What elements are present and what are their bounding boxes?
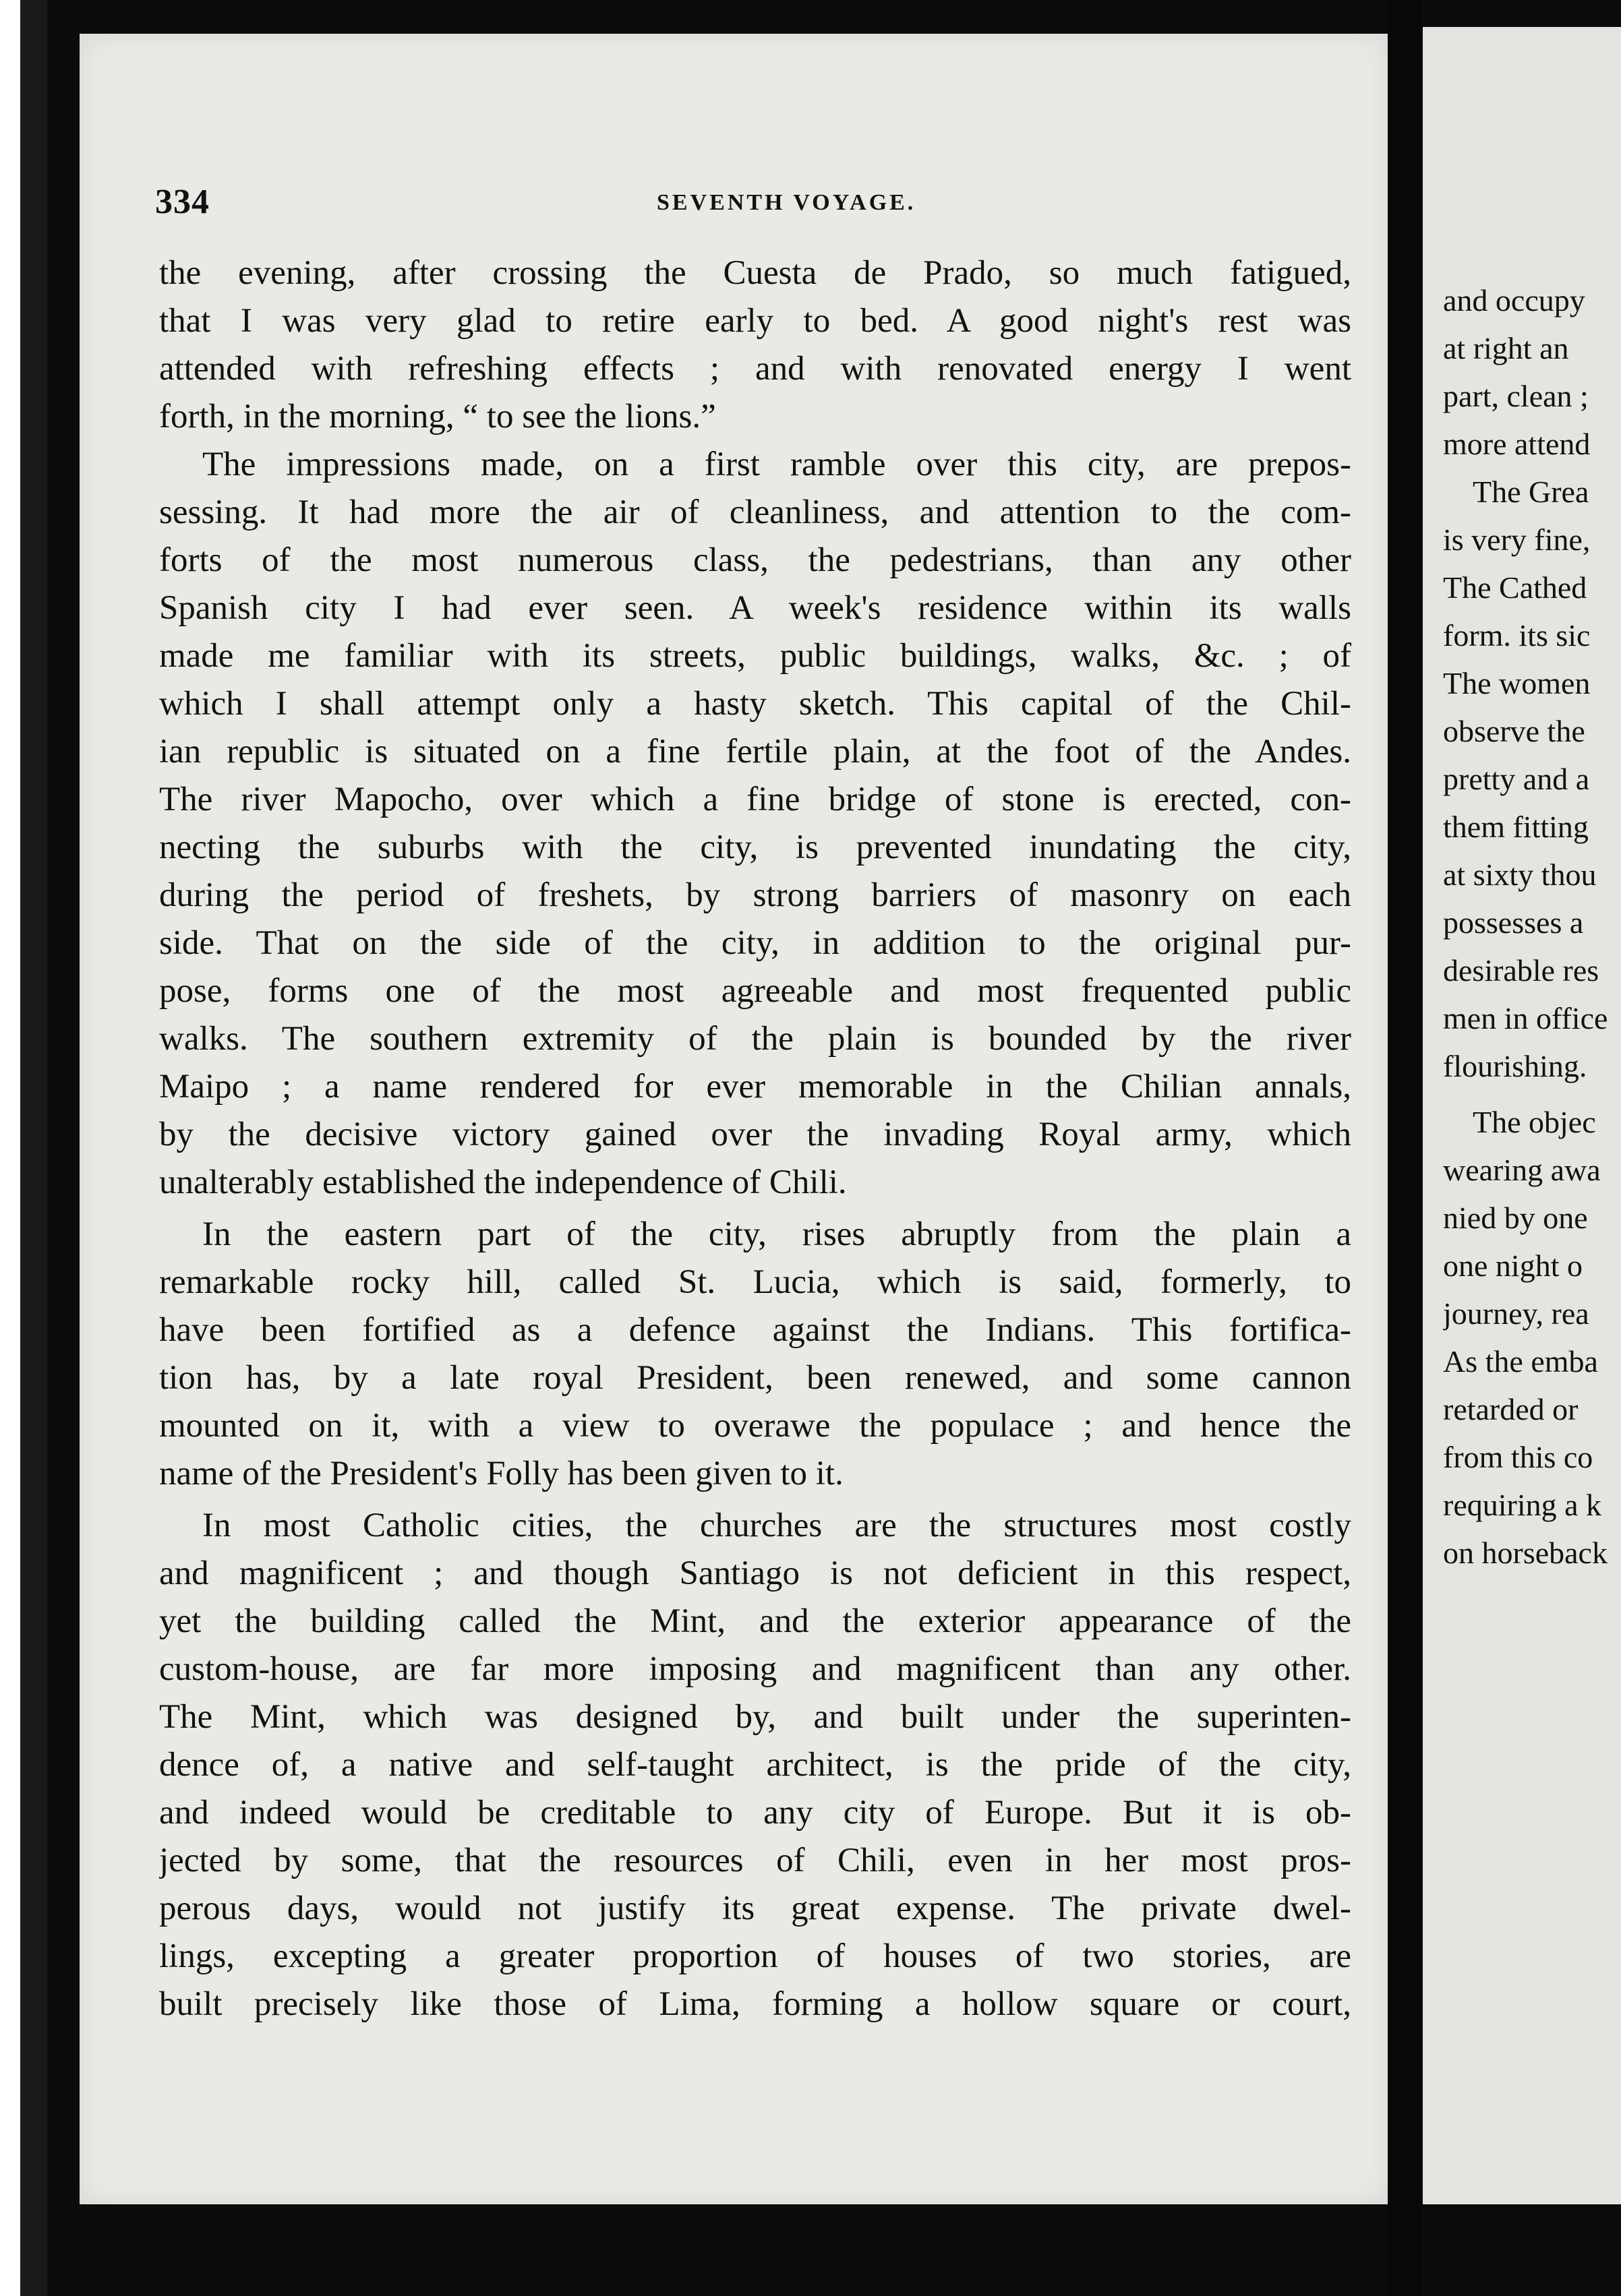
text-line: pose, forms one of the most agreeable and most frequented public [159, 972, 1351, 1010]
facing-text-line: one night o [1443, 1248, 1583, 1283]
text-line: have been fortified as a defence against the Indians. This fortifica- [159, 1311, 1351, 1349]
facing-text-line: flourishing. [1443, 1049, 1587, 1083]
text-line: mounted on it, with a view to overawe the populace ; and hence the [159, 1407, 1351, 1445]
facing-text-line: desirable res [1443, 953, 1599, 988]
text-line: and indeed would be creditable to any city of Europe. But it is ob- [159, 1794, 1351, 1832]
facing-text-line: them fitting [1443, 810, 1589, 844]
text-line: The impressions made, on a first ramble over this city, are prepos- [202, 446, 1351, 483]
text-line: unalterably established the independence of Chili. [159, 1164, 847, 1201]
facing-text-line: from this co [1443, 1440, 1593, 1474]
text-line: walks. The southern extremity of the plain is bounded by the river [159, 1020, 1351, 1058]
facing-text-line: nied by one [1443, 1201, 1588, 1235]
facing-text-line: wearing awa [1443, 1153, 1601, 1187]
facing-text-line: journey, rea [1443, 1296, 1589, 1331]
text-line: and magnificent ; and though Santiago is not deficient in this respect, [159, 1554, 1351, 1592]
text-line: Maipo ; a name rendered for ever memorable in the Chilian annals, [159, 1068, 1351, 1106]
facing-text-line: form. its sic [1443, 618, 1591, 653]
facing-text-line: possesses a [1443, 905, 1584, 940]
text-line: In the eastern part of the city, rises abruptly from the plain a [202, 1215, 1351, 1253]
text-line: In most Catholic cities, the churches are the structures most costly [202, 1507, 1351, 1544]
text-line: which I shall attempt only a hasty sketch. This capital of the Chil- [159, 685, 1351, 723]
facing-text-line: men in office [1443, 1001, 1608, 1035]
text-line: side. That on the side of the city, in addition to the original pur- [159, 924, 1351, 962]
text-line: The Mint, which was designed by, and built under the superinten- [159, 1698, 1351, 1736]
facing-text-line: on horseback [1443, 1536, 1608, 1570]
facing-text-line: more attend [1443, 427, 1591, 461]
text-line: custom-house, are far more imposing and magnificent than any other. [159, 1650, 1351, 1688]
text-line: that I was very glad to retire early to bed. A good night's rest was [159, 302, 1351, 340]
text-line: by the decisive victory gained over the invading Royal army, which [159, 1116, 1351, 1153]
running-head [155, 182, 1349, 229]
text-line: built precisely like those of Lima, forming a hollow square or court, [159, 1985, 1351, 2023]
facing-text-line: pretty and a [1443, 762, 1590, 796]
text-line: yet the building called the Mint, and the exterior appearance of the [159, 1602, 1351, 1640]
facing-text-line: retarded or [1443, 1392, 1579, 1426]
facing-text-line: As the emba [1443, 1344, 1598, 1379]
facing-text-line: is very fine, [1443, 522, 1591, 557]
facing-text-line: observe the [1443, 714, 1585, 748]
text-line: necting the suburbs with the city, is prevented inundating the city, [159, 828, 1351, 866]
facing-text-line: The Grea [1473, 475, 1589, 509]
facing-text-line: The Cathed [1443, 570, 1587, 605]
text-line: The river Mapocho, over which a fine bridge of stone is erected, con- [159, 781, 1351, 818]
text-line: made me familiar with its streets, public buildings, walks, &c. ; of [159, 637, 1351, 675]
book-gutter [1388, 0, 1423, 2296]
page-number: 334 [155, 183, 210, 221]
facing-page [1423, 27, 1621, 2204]
body-text [159, 249, 1351, 2028]
text-line: forts of the most numerous class, the pedestrians, than any other [159, 541, 1351, 579]
facing-text-line: at sixty thou [1443, 857, 1597, 892]
text-line: lings, excepting a greater proportion of houses of two stories, are [159, 1937, 1351, 1975]
facing-text-line: The women [1443, 666, 1591, 700]
text-line: perous days, would not justify its great expense. The private dwel- [159, 1890, 1351, 1927]
facing-text-line: and occupy [1443, 283, 1585, 318]
facing-text-line: part, clean ; [1443, 379, 1589, 413]
text-line: remarkable rocky hill, called St. Lucia, which is said, formerly, to [159, 1263, 1351, 1301]
facing-text-line: The objec [1473, 1105, 1596, 1139]
text-line: jected by some, that the resources of Chili, even in her most pros- [159, 1842, 1351, 1879]
text-line: Spanish city I had ever seen. A week's residence within its walls [159, 589, 1351, 627]
scan-left-edge [0, 0, 47, 2296]
text-line: attended with refreshing effects ; and with renovated energy I went [159, 350, 1351, 388]
text-line: ian republic is situated on a fine fertile plain, at the foot of the Andes. [159, 733, 1351, 771]
text-line: tion has, by a late royal President, been renewed, and some cannon [159, 1359, 1351, 1397]
facing-text-line: requiring a k [1443, 1488, 1602, 1522]
running-title: SEVENTH VOYAGE. [657, 190, 916, 215]
facing-text-line: at right an [1443, 331, 1569, 365]
text-line: forth, in the morning, “ to see the lions.” [159, 398, 716, 435]
text-line: sessing. It had more the air of cleanliness, and attention to the com- [159, 493, 1351, 531]
facing-page-text [1443, 276, 1621, 1577]
text-line: name of the President's Folly has been given to it. [159, 1455, 844, 1492]
text-line: dence of, a native and self-taught architect, is the pride of the city, [159, 1746, 1351, 1784]
text-line: the evening, after crossing the Cuesta de Prado, so much fatigued, [159, 254, 1351, 292]
text-line: during the period of freshets, by strong barriers of masonry on each [159, 876, 1351, 914]
